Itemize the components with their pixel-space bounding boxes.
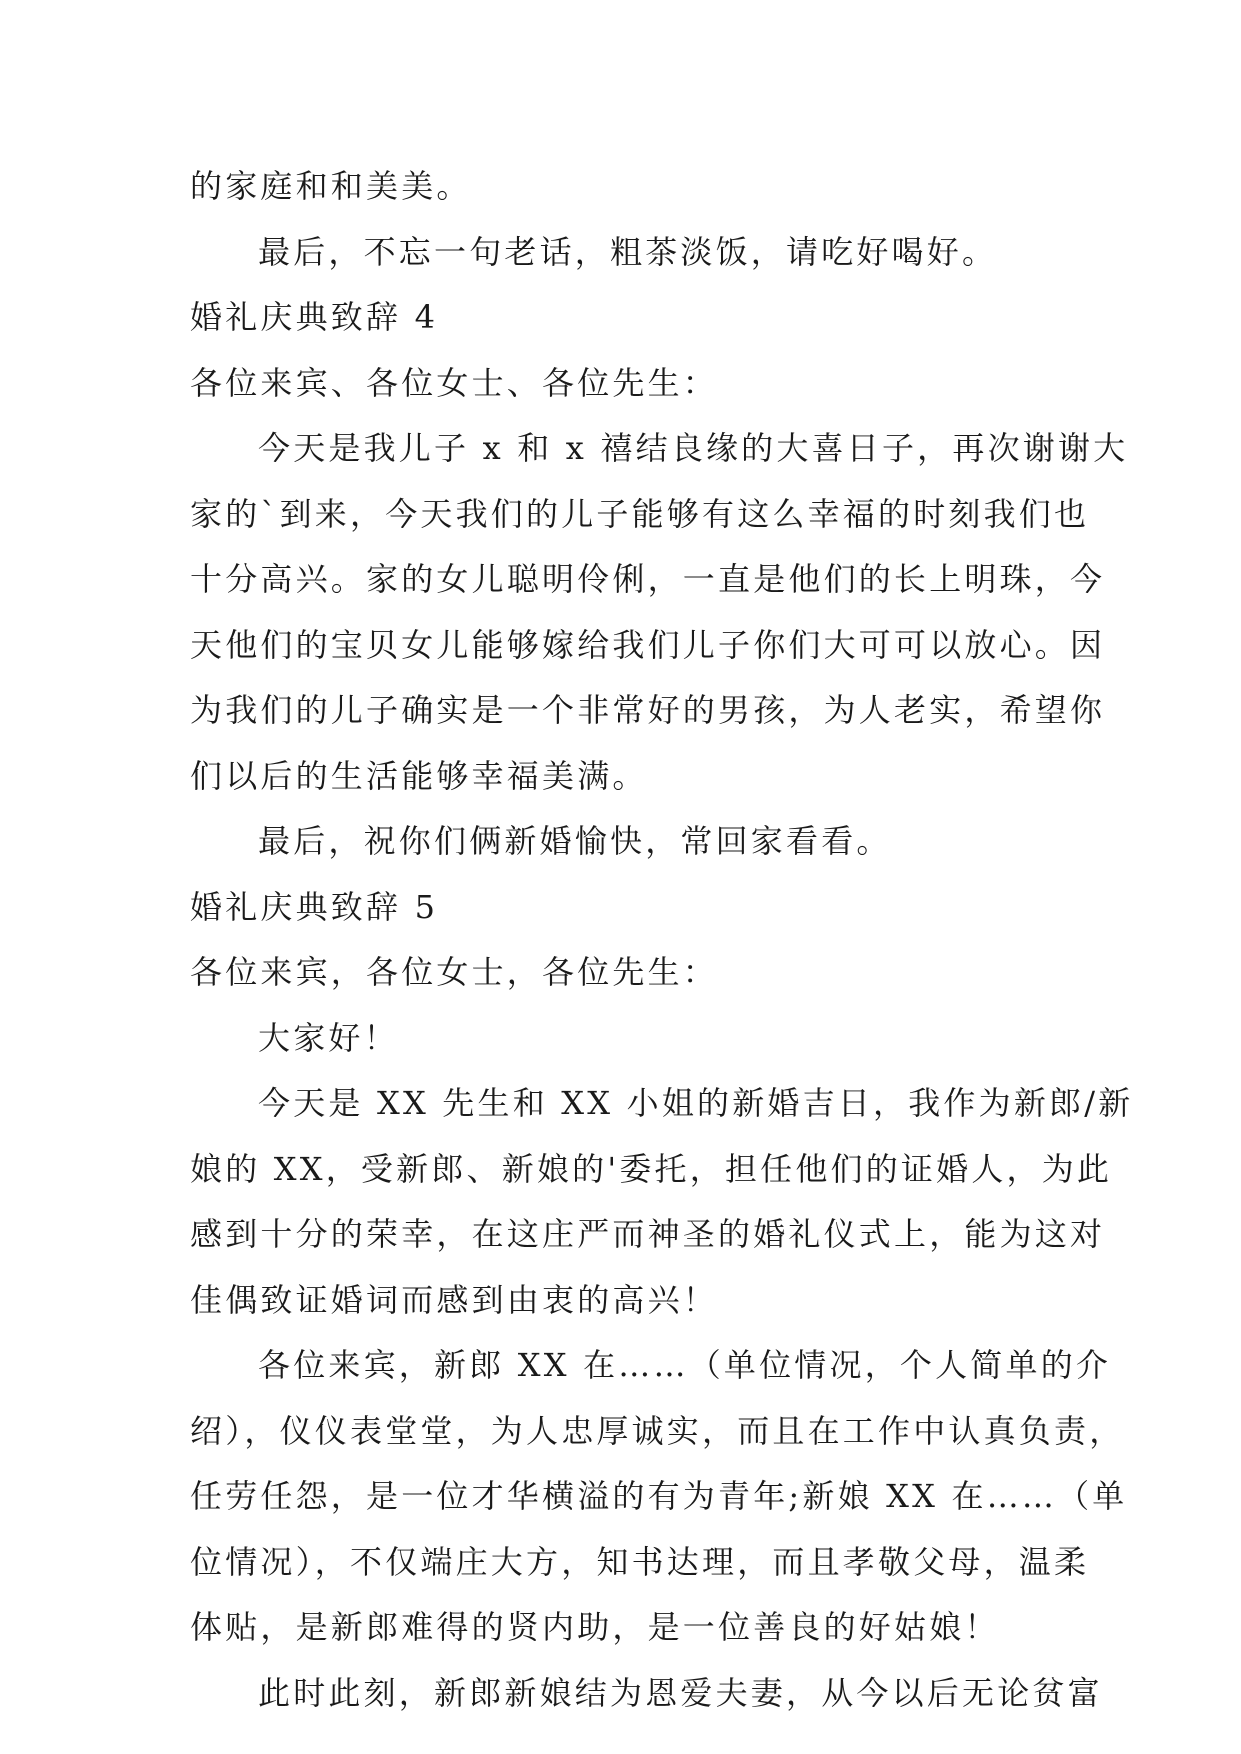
text-line: 家的`到来，今天我们的儿子能够有这么幸福的时刻我们也 <box>190 494 1090 533</box>
text-line: 十分高兴。家的女儿聪明伶俐，一直是他们的长上明珠，今 <box>190 560 1106 598</box>
document-body <box>190 154 1134 1726</box>
text-line: 此时此刻，新郎新娘结为恩爱夫妻，从今以后无论贫富 <box>258 1673 1103 1712</box>
text-line: 们以后的生活能够幸福美满。 <box>190 756 648 795</box>
text-line: 最后，祝你们俩新婚愉快，常回家看看。 <box>258 822 892 860</box>
text-line: 为我们的儿子确实是一个非常好的男孩，为人老实，希望你 <box>190 691 1106 729</box>
salutation: 各位来宾、各位女士、各位先生： <box>190 363 719 402</box>
text-line: 体贴，是新郎难得的贤内助，是一位善良的好姑娘！ <box>190 1608 1000 1646</box>
text-line: 最后，不忘一句老话，粗茶淡饭，请吃好喝好。 <box>258 232 998 271</box>
text-line: 今天是 XX 先生和 XX 小姐的新婚吉日，我作为新郎/新 <box>258 1084 1134 1122</box>
text-line: 位情况），不仅端庄大方，知书达理，而且孝敬父母，温柔 <box>190 1542 1090 1581</box>
salutation: 各位来宾，各位女士，各位先生： <box>190 953 719 991</box>
section-heading: 婚礼庆典致辞 5 <box>190 887 439 926</box>
text-line: 任劳任怨，是一位才华横溢的有为青年;新娘 XX 在……（单 <box>190 1477 1128 1515</box>
text-line: 绍），仪仪表堂堂，为人忠厚诚实，而且在工作中认真负责， <box>190 1411 1125 1450</box>
text-line: 大家好！ <box>258 1018 399 1057</box>
text-line: 感到十分的荣幸，在这庄严而神圣的婚礼仪式上，能为这对 <box>190 1215 1106 1253</box>
text-line: 佳偶致证婚词而感到由衷的高兴！ <box>190 1280 719 1319</box>
section-heading: 婚礼庆典致辞 4 <box>190 298 439 336</box>
text-line: 各位来宾，新郎 XX 在……（单位情况，个人简单的介 <box>258 1346 1112 1384</box>
text-line: 天他们的宝贝女儿能够嫁给我们儿子你们大可可以放心。因 <box>190 625 1106 664</box>
text-line: 的家庭和和美美。 <box>190 167 472 205</box>
text-line: 今天是我儿子 x 和 x 禧结良缘的大喜日子，再次谢谢大 <box>258 429 1129 467</box>
text-line: 娘的 XX，受新郎、新娘的'委托，担任他们的证婚人，为此 <box>190 1149 1113 1188</box>
